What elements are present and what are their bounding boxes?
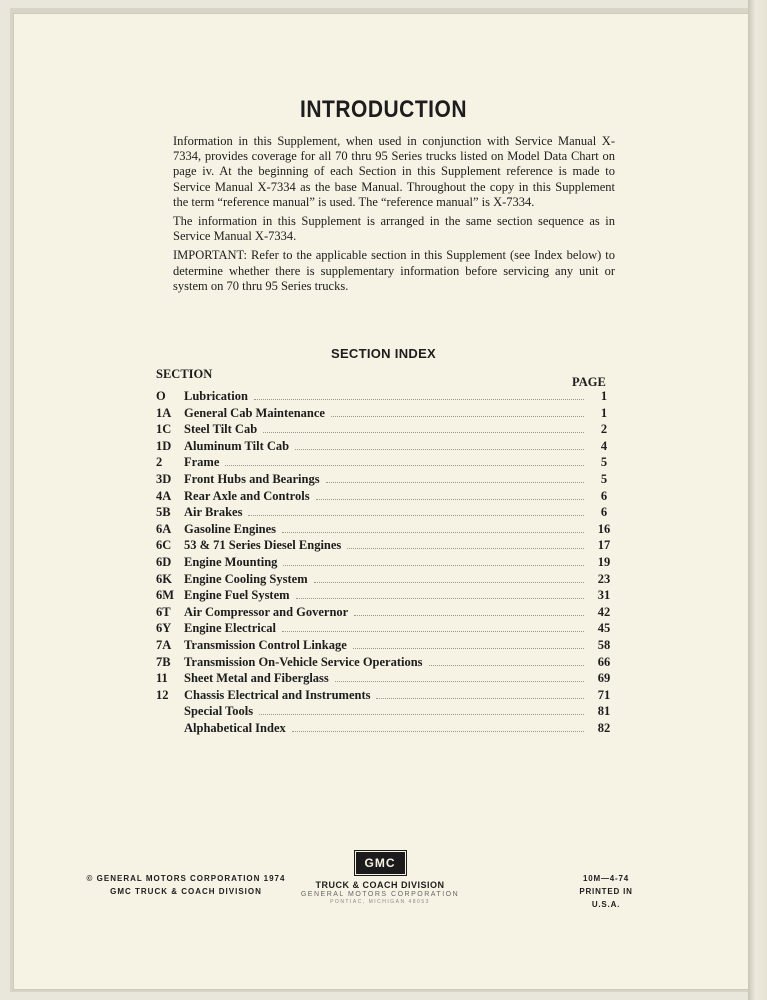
index-page-number: 69: [597, 671, 611, 686]
index-page-number: 5: [600, 471, 608, 486]
section-column-header: SECTION: [156, 367, 213, 381]
index-page-number: 19: [597, 554, 611, 569]
index-page-number: 58: [597, 637, 611, 652]
index-section-number: 6Y: [156, 621, 172, 636]
index-section-number: 1D: [156, 438, 172, 453]
index-page-number: 71: [597, 687, 611, 702]
index-page-number: 5: [600, 455, 608, 470]
publisher-block: [300, 852, 460, 905]
intro-paragraph-3: IMPORTANT: Refer to the applicable section in this Supplement (see Index below) to determine whether there is supplementary information before servicing any unit or system on 70 thru 95 Series trucks.: [173, 248, 615, 293]
index-row: [156, 538, 616, 555]
dot-leader: [326, 481, 584, 483]
index-section-title: Engine Fuel System: [184, 588, 290, 603]
index-row: [156, 472, 616, 489]
index-section-title: Engine Electrical: [184, 621, 276, 636]
index-page-number: 1: [600, 389, 608, 403]
index-section-title: Rear Axle and Controls: [184, 488, 310, 503]
index-row: [156, 688, 616, 705]
index-section-number: 6A: [156, 521, 172, 536]
index-page-number: 42: [597, 604, 611, 619]
publisher-corporation: GENERAL MOTORS CORPORATION: [300, 891, 460, 898]
index-page-number: 4: [600, 438, 608, 453]
dot-leader: [316, 498, 584, 500]
index-row: [156, 638, 616, 655]
division-line: GMC TRUCK & COACH DIVISION: [110, 887, 262, 896]
dot-leader: [225, 464, 584, 466]
index-page-number: 6: [600, 505, 608, 520]
index-page-number: 31: [597, 588, 611, 603]
dot-leader: [254, 398, 584, 400]
index-section-number: 5B: [156, 505, 171, 520]
page-column-header: PAGE: [572, 375, 606, 389]
index-section-number: 1C: [156, 422, 172, 437]
dot-leader: [282, 531, 584, 533]
intro-paragraph-2: The information in this Supplement is arranged in the same section sequence as in Service Manual X-7334.: [173, 214, 615, 244]
dot-leader: [335, 680, 584, 682]
section-index-title: SECTION INDEX: [330, 346, 437, 361]
index-section-title: Chassis Electrical and Instruments: [184, 687, 371, 702]
index-page-number: 23: [597, 571, 611, 586]
publisher-division: TRUCK & COACH DIVISION: [315, 880, 445, 890]
index-section-title: Sheet Metal and Fiberglass: [184, 671, 329, 686]
index-row: [156, 439, 616, 456]
index-section-number: 2: [156, 455, 163, 470]
index-row: [156, 588, 616, 605]
index-section-number: 6C: [156, 538, 172, 553]
dot-leader: [429, 664, 584, 666]
index-section-title: Special Tools: [184, 704, 254, 719]
index-section-title: Transmission Control Linkage: [184, 637, 347, 652]
index-section-number: 11: [156, 671, 168, 686]
dot-leader: [295, 448, 584, 450]
publisher-city: PONTIAC, MICHIGAN 48053: [330, 899, 430, 905]
index-page-number: 17: [597, 538, 611, 553]
index-row: [156, 422, 616, 439]
gmc-logo: GMC: [356, 852, 405, 874]
index-row: [156, 572, 616, 589]
dot-leader: [259, 713, 584, 715]
index-section-title: Front Hubs and Bearings: [184, 471, 320, 486]
print-info: [566, 872, 646, 911]
index-section-number: 12: [156, 687, 169, 702]
index-row: [156, 389, 616, 406]
dot-leader: [376, 697, 584, 699]
index-section-number: 6T: [156, 604, 171, 619]
copyright-line: © GENERAL MOTORS CORPORATION 1974: [86, 874, 286, 883]
index-section-title: Gasoline Engines: [184, 521, 277, 536]
index-section-title: Lubrication: [184, 389, 248, 403]
index-section-title: General Cab Maintenance: [184, 405, 325, 420]
dot-leader: [283, 564, 584, 566]
dot-leader: [347, 547, 584, 549]
adjacent-page-edge: [748, 0, 767, 1000]
index-row: [156, 522, 616, 539]
dot-leader: [354, 614, 584, 616]
dot-leader: [248, 514, 584, 516]
index-row: [156, 671, 616, 688]
index-section-number: 6M: [156, 588, 175, 603]
index-section-number: 3D: [156, 471, 172, 486]
index-section-number: 4A: [156, 488, 172, 503]
index-page-number: 82: [597, 720, 611, 735]
index-row: [156, 489, 616, 506]
index-section-title: 53 & 71 Series Diesel Engines: [184, 538, 342, 553]
index-row: [156, 621, 616, 638]
index-section-title: Aluminum Tilt Cab: [184, 438, 290, 453]
index-section-title: Air Brakes: [184, 505, 243, 520]
index-section-title: Alphabetical Index: [184, 720, 286, 735]
index-row: [156, 704, 616, 721]
index-section-title: Frame: [184, 455, 220, 470]
index-page-number: 6: [600, 488, 608, 503]
index-row: [156, 455, 616, 472]
index-section-number: 6D: [156, 554, 172, 569]
index-row: [156, 655, 616, 672]
index-page-number: 1: [600, 405, 608, 420]
dot-leader: [331, 415, 584, 417]
index-section-number: 1A: [156, 405, 172, 420]
index-section-title: Transmission On-Vehicle Service Operations: [184, 654, 423, 669]
dot-leader: [296, 597, 584, 599]
index-row: [156, 555, 616, 572]
print-code: 10M—4-74: [583, 874, 629, 883]
index-row: [156, 605, 616, 622]
dot-leader: [314, 581, 584, 583]
index-page-number: 66: [597, 654, 611, 669]
index-section-number: 7B: [156, 654, 171, 669]
index-section-title: Steel Tilt Cab: [184, 422, 258, 437]
index-section-number: 7A: [156, 637, 172, 652]
intro-text: [173, 134, 615, 298]
index-row: [156, 406, 616, 423]
index-page-number: 45: [597, 621, 611, 636]
index-section-title: Engine Cooling System: [184, 571, 308, 586]
index-page-number: 2: [600, 422, 608, 437]
index-section-number: 6K: [156, 571, 172, 586]
index-page-number: 16: [597, 521, 611, 536]
dot-leader: [353, 647, 584, 649]
index-section-title: Air Compressor and Governor: [184, 604, 349, 619]
index-section-number: O: [156, 389, 166, 403]
index-row: [156, 721, 616, 738]
page-title: INTRODUCTION: [300, 96, 467, 123]
index-row: [156, 505, 616, 522]
index-section-title: Engine Mounting: [184, 554, 278, 569]
dot-leader: [282, 630, 584, 632]
intro-paragraph-1: Information in this Supplement, when used in conjunction with Service Manual X-7334, provides coverage for all 70 thru 95 Series trucks listed on Model Data Chart on page iv. At the beginning of each Section in this Supplement reference is made to Service Manual X-7334 as the base Manual. Throughout the copy in this Supplement the term “reference manual” is used. The “reference manual” is X-7334.: [173, 134, 615, 209]
dot-leader: [263, 431, 584, 433]
dot-leader: [292, 730, 584, 732]
index-page-number: 81: [597, 704, 611, 719]
copyright-block: [86, 872, 286, 898]
section-index-list: [156, 389, 616, 737]
printed-in: PRINTED IN U.S.A.: [579, 887, 633, 909]
